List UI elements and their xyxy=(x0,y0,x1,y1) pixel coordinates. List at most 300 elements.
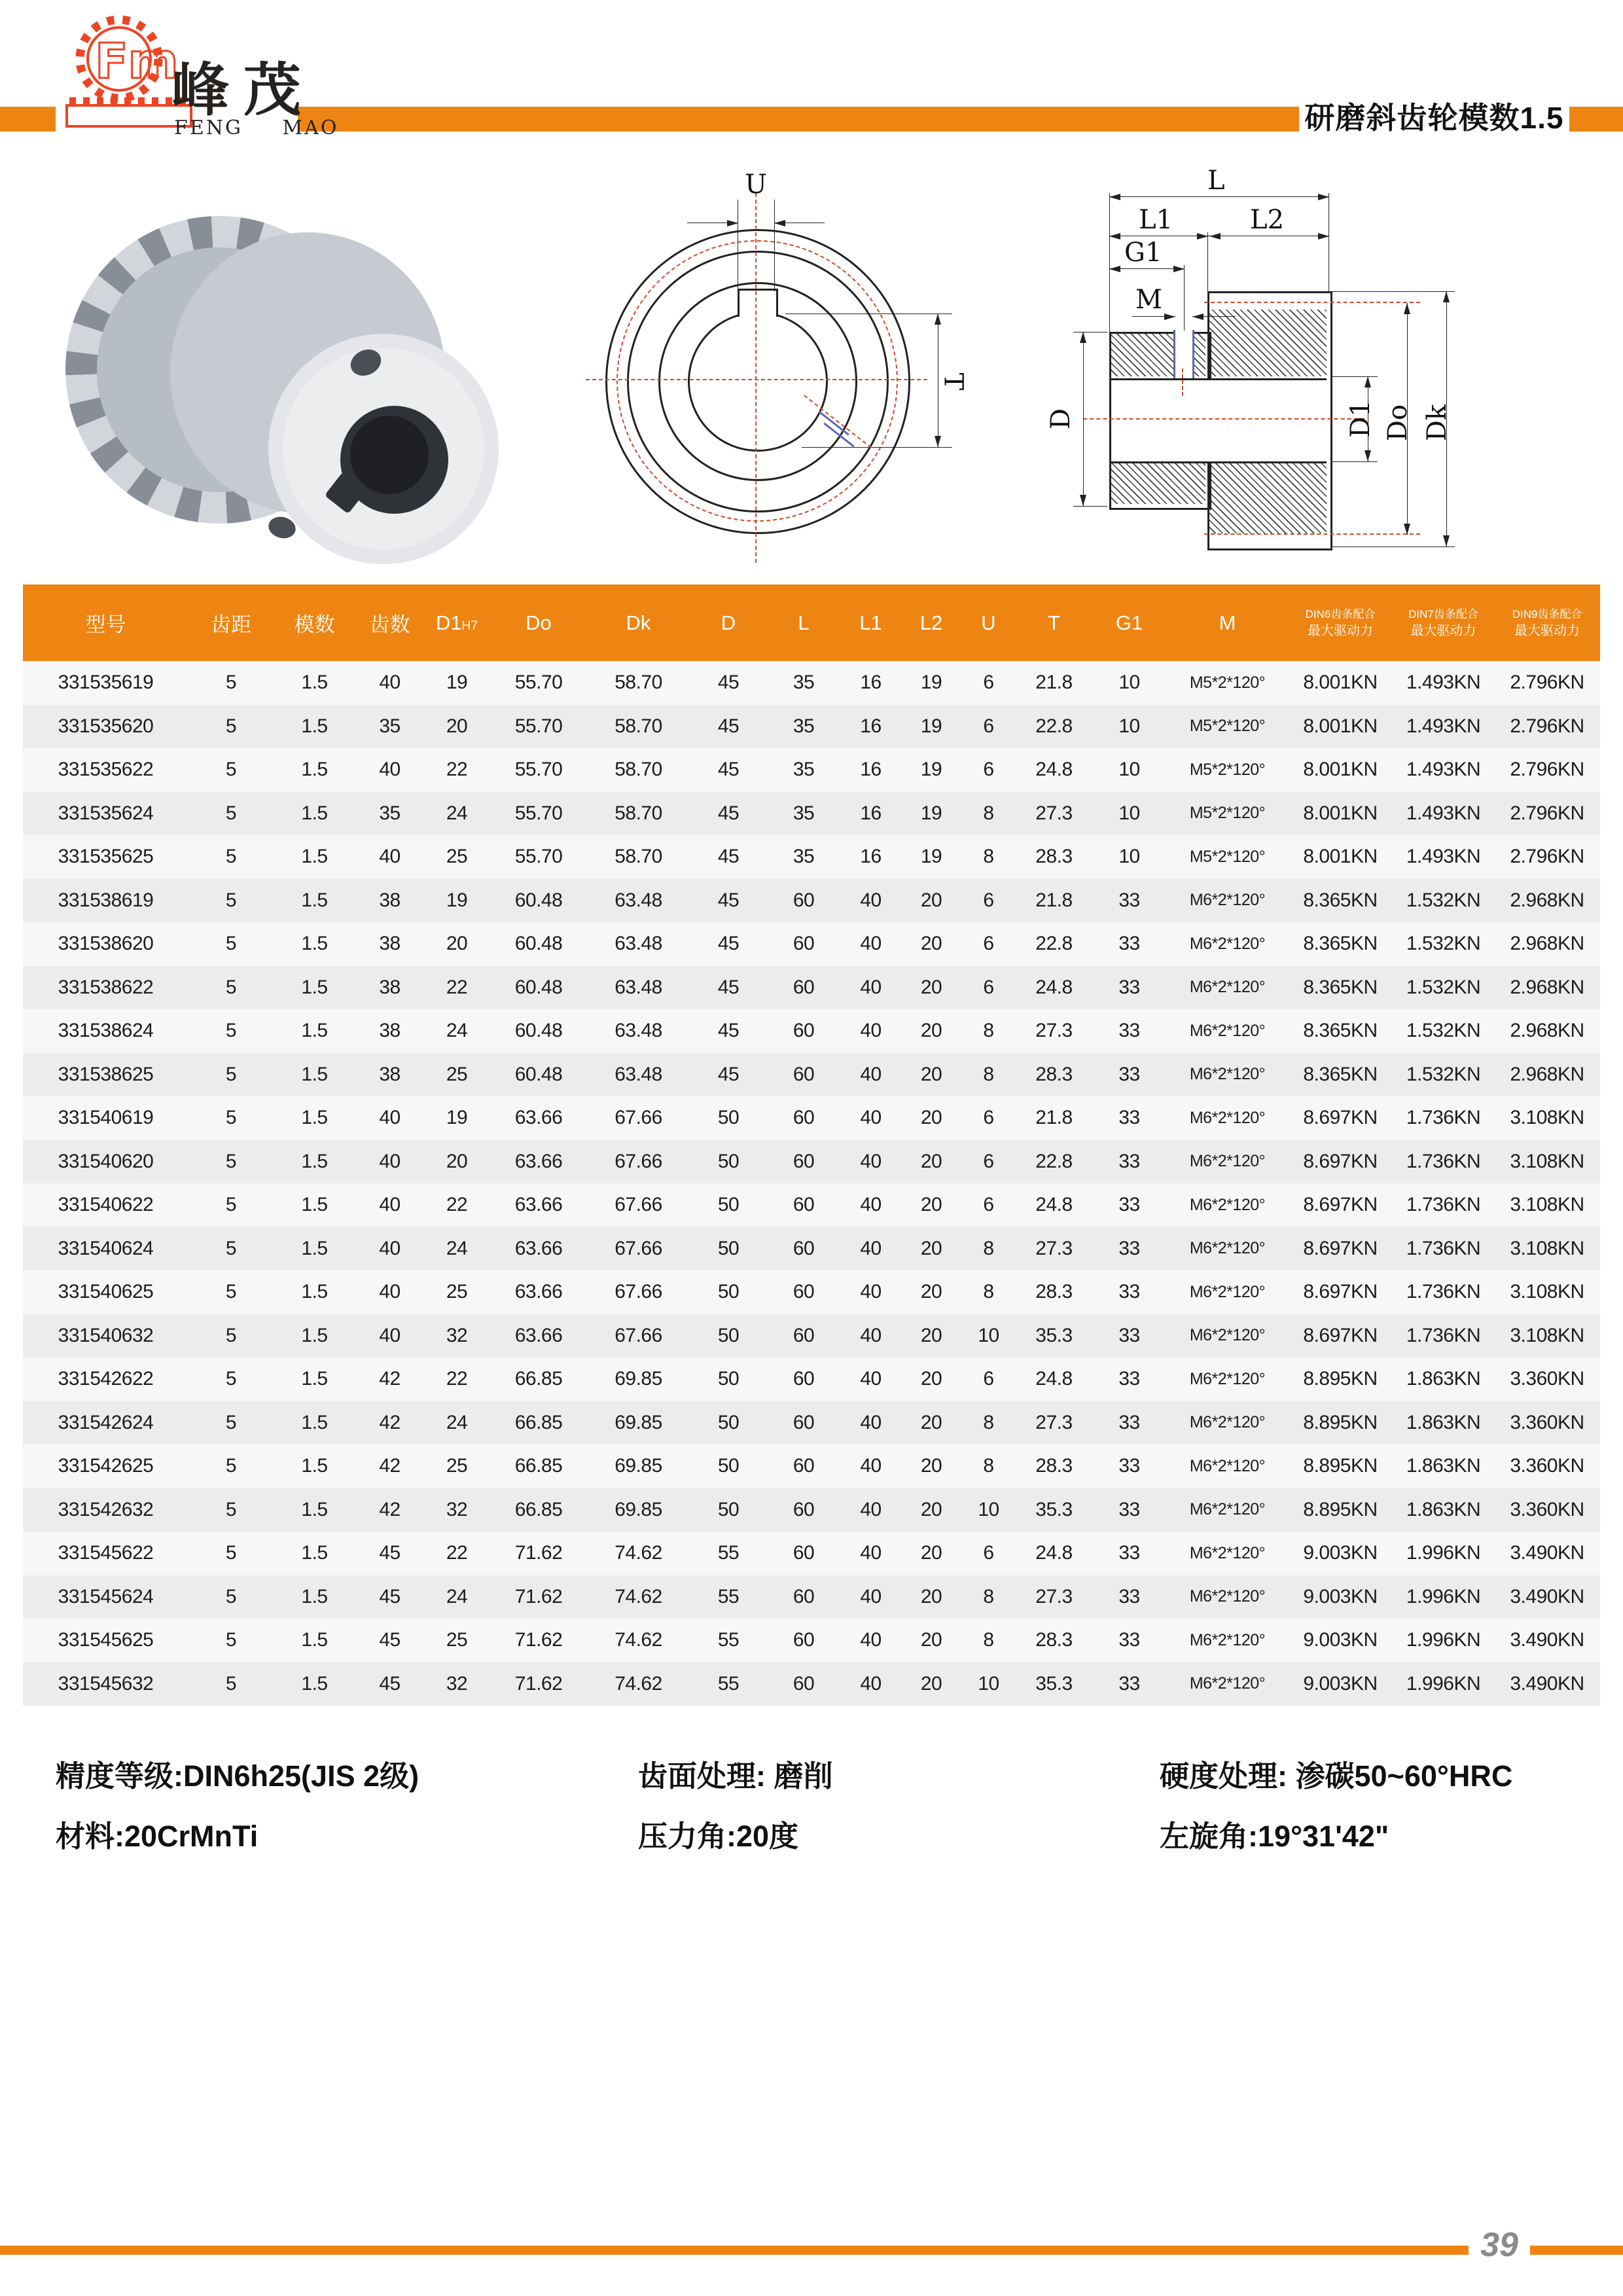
table-cell: 69.85 xyxy=(615,1498,662,1520)
table-cell: 8 xyxy=(983,1455,994,1477)
l1-dim-label: L1 xyxy=(1139,205,1173,235)
table-cell: 27.3 xyxy=(1035,1020,1073,1042)
table-cell: 1.5 xyxy=(301,889,328,911)
table-cell: 40 xyxy=(860,1020,882,1042)
table-cell: 40 xyxy=(379,846,401,868)
table-cell: 10 xyxy=(978,1672,999,1695)
section-pitch-line-bottom xyxy=(1204,533,1420,535)
table-cell: 331545632 xyxy=(58,1672,154,1695)
table-cell: 1.5 xyxy=(301,1629,328,1651)
g1-dim-label: G1 xyxy=(1124,238,1162,268)
table-cell: 35 xyxy=(793,759,815,781)
brand-logo xyxy=(59,12,339,139)
table-cell: 5 xyxy=(225,1672,237,1695)
table-cell: 45 xyxy=(379,1542,401,1564)
table-cell: 331540632 xyxy=(58,1324,154,1346)
table-cell: 45 xyxy=(717,976,740,998)
table-cell: 1.5 xyxy=(301,1107,328,1129)
table-cell: 331538622 xyxy=(58,976,154,998)
table-cell: 331545625 xyxy=(58,1629,154,1651)
header-bar-left xyxy=(0,107,56,132)
table-row xyxy=(23,1662,1600,1706)
table-cell: 45 xyxy=(379,1585,401,1607)
table-row xyxy=(23,966,1600,1010)
table-cell: 60 xyxy=(793,1107,815,1129)
table-cell: 5 xyxy=(225,672,237,694)
table-cell: 60 xyxy=(793,1020,815,1042)
table-cell: 20 xyxy=(920,1107,942,1129)
table-cell: 20 xyxy=(920,1324,942,1346)
table-cell: 1.532KN xyxy=(1406,1063,1481,1085)
l-arrow-right xyxy=(1318,194,1329,200)
table-cell: M6*2*120° xyxy=(1189,1065,1266,1084)
table-cell: 5 xyxy=(225,1150,237,1172)
table-cell: 5 xyxy=(225,715,237,737)
table-cell: 1.532KN xyxy=(1406,889,1481,911)
table-cell: 20 xyxy=(446,1150,468,1172)
g1-arrow-left xyxy=(1109,266,1120,272)
table-cell: 35.3 xyxy=(1035,1324,1073,1346)
table-cell: 3.360KN xyxy=(1510,1368,1584,1390)
table-cell: 38 xyxy=(379,1063,401,1085)
table-cell: 1.5 xyxy=(301,1063,328,1085)
table-cell: 331535624 xyxy=(58,802,154,824)
table-cell: 1.5 xyxy=(301,1194,328,1216)
table-cell: 66.85 xyxy=(514,1411,563,1433)
table-cell: 331540620 xyxy=(58,1150,154,1172)
table-row xyxy=(23,1009,1600,1053)
table-cell: 24 xyxy=(446,1237,468,1259)
table-cell: 28.3 xyxy=(1035,846,1073,868)
d-dim-line xyxy=(1083,332,1084,506)
table-cell: 5 xyxy=(225,759,237,781)
table-cell: 27.3 xyxy=(1035,1237,1073,1259)
table-cell: 1.736KN xyxy=(1406,1281,1481,1303)
table-cell: 42 xyxy=(379,1455,401,1477)
table-cell: 45 xyxy=(717,846,740,868)
table-cell: 1.863KN xyxy=(1406,1455,1481,1477)
table-cell: 45 xyxy=(717,1063,740,1085)
table-cell: 40 xyxy=(860,1629,882,1651)
table-cell: 8.697KN xyxy=(1303,1194,1378,1216)
table-cell: 8.001KN xyxy=(1303,846,1378,868)
table-cell: 331542622 xyxy=(58,1368,154,1390)
col-d: D xyxy=(689,584,768,661)
table-cell: 58.70 xyxy=(615,715,662,737)
table-cell: 50 xyxy=(717,1107,740,1129)
table-cell: 1.5 xyxy=(301,1498,328,1520)
table-cell: 1.863KN xyxy=(1406,1368,1481,1390)
table-cell: M6*2*120° xyxy=(1189,934,1266,953)
table-cell: 2.796KN xyxy=(1510,802,1584,824)
footnote-col1 xyxy=(56,1746,419,1867)
table-cell: 6 xyxy=(983,933,994,955)
table-cell: 33 xyxy=(1118,976,1140,998)
table-cell: 60 xyxy=(793,1411,815,1433)
table-cell: 5 xyxy=(225,1324,237,1346)
col-din7: DIN7齿条配合 最大驱动力 xyxy=(1393,584,1494,661)
table-cell: 20 xyxy=(920,1455,942,1477)
page-title: 研磨斜齿轮模数1.5 xyxy=(1304,101,1564,135)
table-cell: 55 xyxy=(717,1542,740,1564)
table-cell: M6*2*120° xyxy=(1189,1543,1266,1562)
t-arrow-down xyxy=(935,436,941,447)
table-cell: 22 xyxy=(446,1194,468,1216)
table-cell: 2.796KN xyxy=(1510,715,1584,737)
brand-name-en: FENG MAO xyxy=(174,117,339,139)
table-cell: 40 xyxy=(860,933,882,955)
table-cell: 20 xyxy=(920,889,942,911)
table-cell: 20 xyxy=(920,1281,942,1303)
table-cell: 1.996KN xyxy=(1406,1585,1481,1607)
helix-angle: 左旋角:19°31'42" xyxy=(1160,1820,1389,1853)
table-cell: 2.968KN xyxy=(1510,933,1584,955)
table-cell: 50 xyxy=(717,1237,740,1259)
table-cell: M5*2*120° xyxy=(1189,847,1266,866)
table-cell: 3.490KN xyxy=(1510,1629,1584,1651)
table-cell: 38 xyxy=(379,976,401,998)
table-cell: 331542632 xyxy=(58,1498,154,1520)
table-cell: 8.697KN xyxy=(1303,1281,1378,1303)
d-arrow-up xyxy=(1080,332,1086,343)
precision-grade: 精度等级:DIN6h25(JIS 2级) xyxy=(56,1759,419,1793)
table-cell: 6 xyxy=(983,715,994,737)
table-cell: 331535620 xyxy=(58,715,154,737)
table-cell: 8.365KN xyxy=(1303,889,1378,911)
table-cell: 60 xyxy=(793,1498,815,1520)
table-cell: 60 xyxy=(793,1672,815,1695)
table-cell: 35.3 xyxy=(1035,1672,1073,1695)
table-cell: 20 xyxy=(920,976,942,998)
table-cell: 60 xyxy=(793,1281,815,1303)
table-cell: 40 xyxy=(860,1498,882,1520)
table-row xyxy=(23,661,1600,705)
table-body xyxy=(23,661,1600,1706)
table-cell: 28.3 xyxy=(1035,1629,1073,1651)
table-cell: 60 xyxy=(793,889,815,911)
table-cell: 33 xyxy=(1118,1237,1140,1259)
table-cell: 45 xyxy=(717,715,740,737)
table-cell: 20 xyxy=(920,1150,942,1172)
table-cell: 1.493KN xyxy=(1406,759,1481,781)
table-cell: 1.5 xyxy=(301,976,328,998)
g1-dim-line xyxy=(1109,268,1184,269)
table-cell: 1.5 xyxy=(301,846,328,868)
table-cell: M5*2*120° xyxy=(1189,673,1266,692)
table-cell: 32 xyxy=(446,1672,468,1695)
u-arrow-right xyxy=(774,220,785,226)
table-cell: 63.66 xyxy=(514,1237,563,1259)
table-cell: 24 xyxy=(446,802,468,824)
table-cell: 1.5 xyxy=(301,1411,328,1433)
col-model: 型号 xyxy=(23,584,188,661)
table-cell: 50 xyxy=(717,1194,740,1216)
table-cell: 28.3 xyxy=(1035,1281,1073,1303)
col-din6: DIN6齿条配合 最大驱动力 xyxy=(1288,584,1393,661)
col-din9: DIN9齿条配合 最大驱动力 xyxy=(1494,584,1600,661)
header-bar-right xyxy=(1569,107,1623,132)
table-cell: 40 xyxy=(860,1237,882,1259)
col-d1: D1H7 xyxy=(424,584,490,661)
table-row xyxy=(23,792,1600,836)
table-cell: 19 xyxy=(920,846,942,868)
table-cell: 22 xyxy=(446,759,468,781)
table-cell: 40 xyxy=(860,1063,882,1085)
table-cell: 60 xyxy=(793,1324,815,1346)
table-cell: 8 xyxy=(983,1629,994,1651)
table-row xyxy=(23,1575,1600,1619)
table-cell: 55 xyxy=(717,1629,740,1651)
table-cell: 55.70 xyxy=(514,672,563,694)
table-cell: 1.5 xyxy=(301,1368,328,1390)
table-cell: 8 xyxy=(983,1585,994,1607)
table-cell: 6 xyxy=(983,1368,994,1390)
table-cell: 32 xyxy=(446,1498,468,1520)
table-cell: M6*2*120° xyxy=(1189,1369,1266,1388)
l-dim-label: L xyxy=(1207,166,1225,196)
table-row xyxy=(23,1357,1600,1401)
table-cell: 71.62 xyxy=(514,1542,563,1564)
section-bore xyxy=(1111,378,1327,463)
table-cell: 5 xyxy=(225,1498,237,1520)
table-cell: 71.62 xyxy=(514,1629,563,1651)
table-cell: 63.48 xyxy=(615,1063,662,1085)
table-row xyxy=(23,922,1600,966)
table-cell: 45 xyxy=(717,802,740,824)
table-cell: 24 xyxy=(446,1411,468,1433)
table-cell: 1.5 xyxy=(301,1237,328,1259)
table-cell: 10 xyxy=(1118,715,1140,737)
col-l: L xyxy=(768,584,840,661)
table-cell: 2.796KN xyxy=(1510,672,1584,694)
table-cell: 16 xyxy=(860,715,882,737)
table-cell: 35.3 xyxy=(1035,1498,1073,1520)
table-cell: 8.365KN xyxy=(1303,976,1378,998)
table-cell: 5 xyxy=(225,1455,237,1477)
table-cell: M6*2*120° xyxy=(1189,1456,1266,1475)
table-cell: 40 xyxy=(379,1324,401,1346)
table-row xyxy=(23,1227,1600,1271)
d1-arrow-up xyxy=(1364,376,1371,387)
table-cell: 1.5 xyxy=(301,1324,328,1346)
table-cell: 20 xyxy=(446,933,468,955)
gear-bore-shadow xyxy=(350,416,429,494)
table-cell: 8.697KN xyxy=(1303,1107,1378,1129)
table-cell: 33 xyxy=(1118,1020,1140,1042)
l2-arrow-right xyxy=(1318,233,1329,240)
t-arrow-up xyxy=(935,314,941,325)
table-cell: 6 xyxy=(983,1194,994,1216)
table-cell: 1.5 xyxy=(301,715,328,737)
table-cell: 33 xyxy=(1118,1150,1140,1172)
gear-spec-table xyxy=(23,584,1600,1706)
footnote-col2 xyxy=(638,1746,833,1867)
table-row xyxy=(23,1053,1600,1097)
table-cell: 69.85 xyxy=(615,1455,662,1477)
table-cell: M6*2*120° xyxy=(1189,1630,1266,1649)
table-cell: 3.108KN xyxy=(1510,1281,1584,1303)
table-cell: 6 xyxy=(983,1542,994,1564)
front-bore-circle xyxy=(688,312,828,452)
table-cell: M6*2*120° xyxy=(1189,1152,1266,1171)
table-cell: 2.968KN xyxy=(1510,1063,1584,1085)
table-cell: 20 xyxy=(920,1020,942,1042)
table-cell: 35 xyxy=(379,802,401,824)
table-cell: 1.532KN xyxy=(1406,1020,1481,1042)
table-cell: 331542624 xyxy=(58,1411,154,1433)
col-teeth: 齿数 xyxy=(355,584,424,661)
d-arrow-down xyxy=(1080,495,1086,506)
table-cell: 22.8 xyxy=(1035,933,1073,955)
table-cell: 331540625 xyxy=(58,1281,154,1303)
table-cell: 9.003KN xyxy=(1303,1542,1378,1564)
table-cell: 67.66 xyxy=(615,1237,662,1259)
table-cell: 16 xyxy=(860,759,882,781)
table-cell: 67.66 xyxy=(615,1281,662,1303)
table-cell: 8.001KN xyxy=(1303,715,1378,737)
col-do: Do xyxy=(490,584,588,661)
table-cell: 9.003KN xyxy=(1303,1629,1378,1651)
gear-section-view xyxy=(1047,160,1610,592)
section-centerline xyxy=(1083,418,1364,420)
table-cell: 8 xyxy=(983,846,994,868)
table-cell: 69.85 xyxy=(615,1368,662,1390)
table-cell: 55.70 xyxy=(514,846,563,868)
table-row xyxy=(23,835,1600,879)
table-cell: 60.48 xyxy=(514,976,563,998)
table-cell: 40 xyxy=(860,1672,882,1695)
table-cell: 60 xyxy=(793,1194,815,1216)
table-cell: 8.365KN xyxy=(1303,1020,1378,1042)
ext-left-face xyxy=(1109,193,1110,332)
table-cell: 33 xyxy=(1118,889,1140,911)
table-cell: 24.8 xyxy=(1035,976,1073,998)
table-cell: 40 xyxy=(860,976,882,998)
front-centerline-h xyxy=(586,379,927,380)
table-cell: 20 xyxy=(920,1194,942,1216)
table-cell: 1.532KN xyxy=(1406,976,1481,998)
table-cell: M6*2*120° xyxy=(1189,978,1266,997)
g1-arrow-right xyxy=(1173,266,1185,272)
table-cell: 1.493KN xyxy=(1406,802,1481,824)
table-cell: 60 xyxy=(793,1237,815,1259)
table-cell: 22.8 xyxy=(1035,715,1073,737)
table-cell: 8 xyxy=(983,1020,994,1042)
table-cell: 19 xyxy=(920,672,942,694)
col-g1: G1 xyxy=(1092,584,1167,661)
table-cell: 60.48 xyxy=(514,1020,563,1042)
table-cell: 27.3 xyxy=(1035,802,1073,824)
t-ext-line-bottom xyxy=(802,447,952,448)
table-cell: 1.996KN xyxy=(1406,1629,1481,1651)
table-cell: M6*2*120° xyxy=(1189,1108,1266,1127)
table-cell: 33 xyxy=(1118,1107,1140,1129)
table-cell: 5 xyxy=(225,1107,237,1129)
footer-line-right xyxy=(1530,2246,1623,2255)
footer-line-left xyxy=(0,2246,1469,2255)
table-cell: 25 xyxy=(446,1629,468,1651)
table-cell: 6 xyxy=(983,1107,994,1129)
table-cell: 33 xyxy=(1118,1629,1140,1651)
table-cell: 60 xyxy=(793,1455,815,1477)
slot-center-tick xyxy=(1182,368,1183,396)
table-cell: M6*2*120° xyxy=(1189,1326,1266,1345)
table-cell: 60.48 xyxy=(514,933,563,955)
table-cell: 40 xyxy=(860,1194,882,1216)
table-cell: 1.736KN xyxy=(1406,1107,1481,1129)
table-cell: 3.360KN xyxy=(1510,1455,1584,1477)
table-cell: 58.70 xyxy=(615,759,662,781)
table-cell: 331535619 xyxy=(58,672,154,694)
table-cell: 50 xyxy=(717,1455,740,1477)
table-row xyxy=(23,1314,1600,1358)
table-cell: 24 xyxy=(446,1020,468,1042)
table-row xyxy=(23,1619,1600,1662)
table-cell: 50 xyxy=(717,1324,740,1346)
table-cell: 1.5 xyxy=(301,933,328,955)
table-cell: 22 xyxy=(446,1542,468,1564)
table-cell: 55.70 xyxy=(514,802,563,824)
m-arrow-right xyxy=(1192,314,1204,320)
table-cell: 33 xyxy=(1118,1194,1140,1216)
table-cell: 331535622 xyxy=(58,759,154,781)
table-cell: M6*2*120° xyxy=(1189,891,1266,910)
table-cell: 331535625 xyxy=(58,846,154,868)
table-cell: 66.85 xyxy=(514,1498,563,1520)
table-cell: 331545624 xyxy=(58,1585,154,1607)
table-cell: 24 xyxy=(446,1585,468,1607)
table-cell: 1.5 xyxy=(301,1672,328,1695)
table-cell: 1.5 xyxy=(301,1585,328,1607)
material: 材料:20CrMnTi xyxy=(56,1820,259,1853)
table-cell: 16 xyxy=(860,846,882,868)
table-cell: 42 xyxy=(379,1411,401,1433)
col-l2: L2 xyxy=(902,584,961,661)
table-cell: 20 xyxy=(920,1411,942,1433)
table-cell: 50 xyxy=(717,1411,740,1433)
table-cell: 45 xyxy=(379,1629,401,1651)
table-cell: 40 xyxy=(860,1368,882,1390)
col-m: M xyxy=(1167,584,1288,661)
table-cell: 5 xyxy=(225,1237,237,1259)
table-cell: 50 xyxy=(717,1150,740,1172)
table-cell: 28.3 xyxy=(1035,1063,1073,1085)
table-row xyxy=(23,1270,1600,1314)
table-row xyxy=(23,748,1600,792)
table-cell: 33 xyxy=(1118,1411,1140,1433)
u-dim-label: U xyxy=(745,170,767,200)
table-cell: 24.8 xyxy=(1035,1368,1073,1390)
col-t: T xyxy=(1016,584,1092,661)
table-cell: 1.5 xyxy=(301,1150,328,1172)
brand-name-cn: 峰茂 xyxy=(171,58,316,122)
table-cell: 40 xyxy=(860,1150,882,1172)
table-cell: 58.70 xyxy=(615,672,662,694)
table-cell: 33 xyxy=(1118,1324,1140,1346)
table-cell: 3.490KN xyxy=(1510,1542,1584,1564)
table-cell: 20 xyxy=(446,715,468,737)
table-cell: 69.85 xyxy=(615,1411,662,1433)
table-cell: 6 xyxy=(983,759,994,781)
tooth-surface-treatment: 齿面处理: 磨削 xyxy=(638,1759,833,1793)
table-cell: 40 xyxy=(860,1455,882,1477)
table-cell: 20 xyxy=(920,1063,942,1085)
table-cell: 8.895KN xyxy=(1303,1411,1378,1433)
dk-arrow-down xyxy=(1443,535,1450,547)
table-cell: 5 xyxy=(225,1368,237,1390)
table-cell: 50 xyxy=(717,1498,740,1520)
d-ext-bottom xyxy=(1073,506,1107,507)
